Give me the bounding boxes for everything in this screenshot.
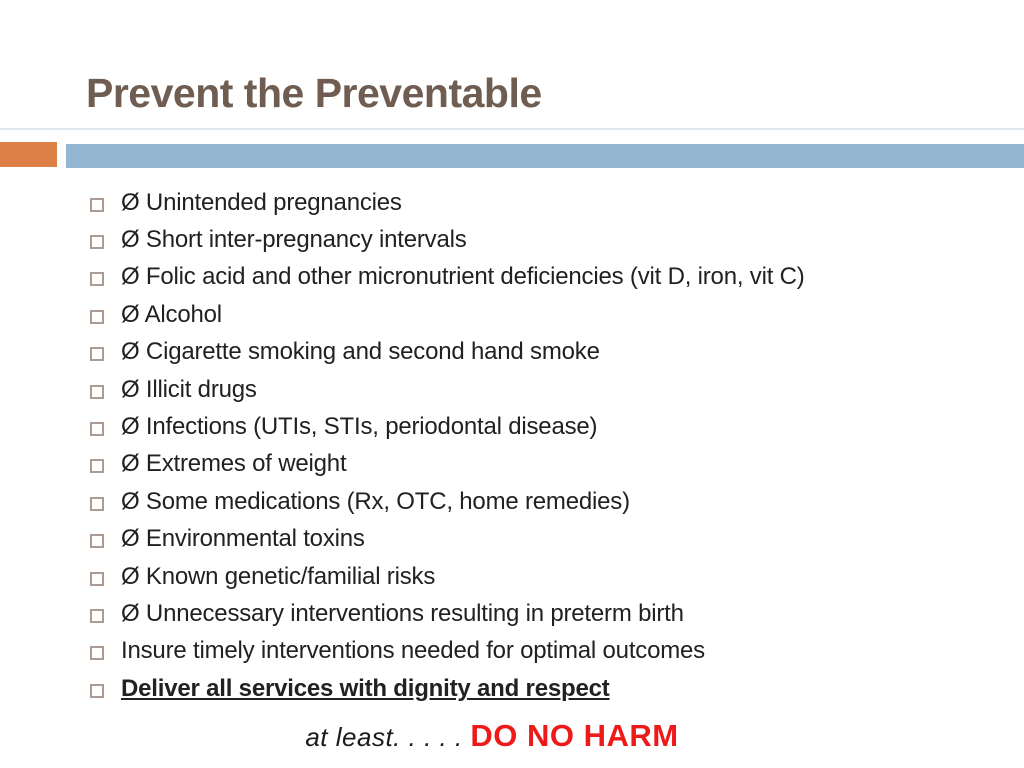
bullet-text-emphasized: Deliver all services with dignity and respect	[121, 674, 610, 702]
list-item	[90, 221, 990, 258]
list-item	[90, 296, 990, 333]
list-item	[90, 483, 990, 520]
square-bullet-icon	[90, 310, 104, 324]
footer-lead-text: at least. . . . .	[305, 722, 471, 752]
bullet-text: Ø Unnecessary interventions resulting in preterm birth	[121, 599, 684, 627]
list-item	[90, 334, 990, 371]
blue-accent-bar	[66, 144, 1024, 168]
square-bullet-icon	[90, 534, 104, 548]
square-bullet-icon	[90, 272, 104, 286]
list-item	[90, 446, 990, 483]
list-item	[90, 408, 990, 445]
bullet-text: Ø Known genetic/familial risks	[121, 562, 436, 590]
square-bullet-icon	[90, 422, 104, 436]
square-bullet-icon	[90, 347, 104, 361]
square-bullet-icon	[90, 684, 104, 698]
square-bullet-icon	[90, 385, 104, 399]
square-bullet-icon	[90, 497, 104, 511]
bullet-list	[90, 184, 990, 707]
bullet-text: Ø Environmental toxins	[121, 525, 365, 553]
footer-line	[0, 718, 984, 754]
list-item	[90, 184, 990, 221]
square-bullet-icon	[90, 235, 104, 249]
list-item	[90, 595, 990, 632]
list-item	[90, 371, 990, 408]
list-item	[90, 558, 990, 595]
bullet-text: Ø Illicit drugs	[121, 375, 257, 403]
orange-accent-block	[0, 142, 57, 167]
bullet-text: Ø Alcohol	[121, 300, 222, 328]
square-bullet-icon	[90, 198, 104, 212]
square-bullet-icon	[90, 459, 104, 473]
footer-emphasis-text: DO NO HARM	[470, 718, 679, 753]
list-item	[90, 633, 990, 670]
square-bullet-icon	[90, 646, 104, 660]
square-bullet-icon	[90, 609, 104, 623]
list-item	[90, 521, 990, 558]
bullet-text: Ø Folic acid and other micronutrient deficiencies (vit D, iron, vit C)	[121, 263, 805, 291]
bullet-text: Ø Extremes of weight	[121, 450, 347, 478]
bullet-text: Ø Unintended pregnancies	[121, 188, 402, 216]
slide-title: Prevent the Preventable	[86, 70, 542, 116]
bullet-text: Insure timely interventions needed for optimal outcomes	[121, 637, 705, 665]
square-bullet-icon	[90, 572, 104, 586]
bullet-text: Ø Short inter-pregnancy intervals	[121, 226, 467, 254]
bullet-text: Ø Some medications (Rx, OTC, home remedies)	[121, 487, 630, 515]
list-item	[90, 259, 990, 296]
bullet-text: Ø Cigarette smoking and second hand smoke	[121, 338, 600, 366]
bullet-text: Ø Infections (UTIs, STIs, periodontal disease)	[121, 413, 598, 441]
header-rule	[0, 128, 1024, 130]
list-item	[90, 670, 990, 707]
